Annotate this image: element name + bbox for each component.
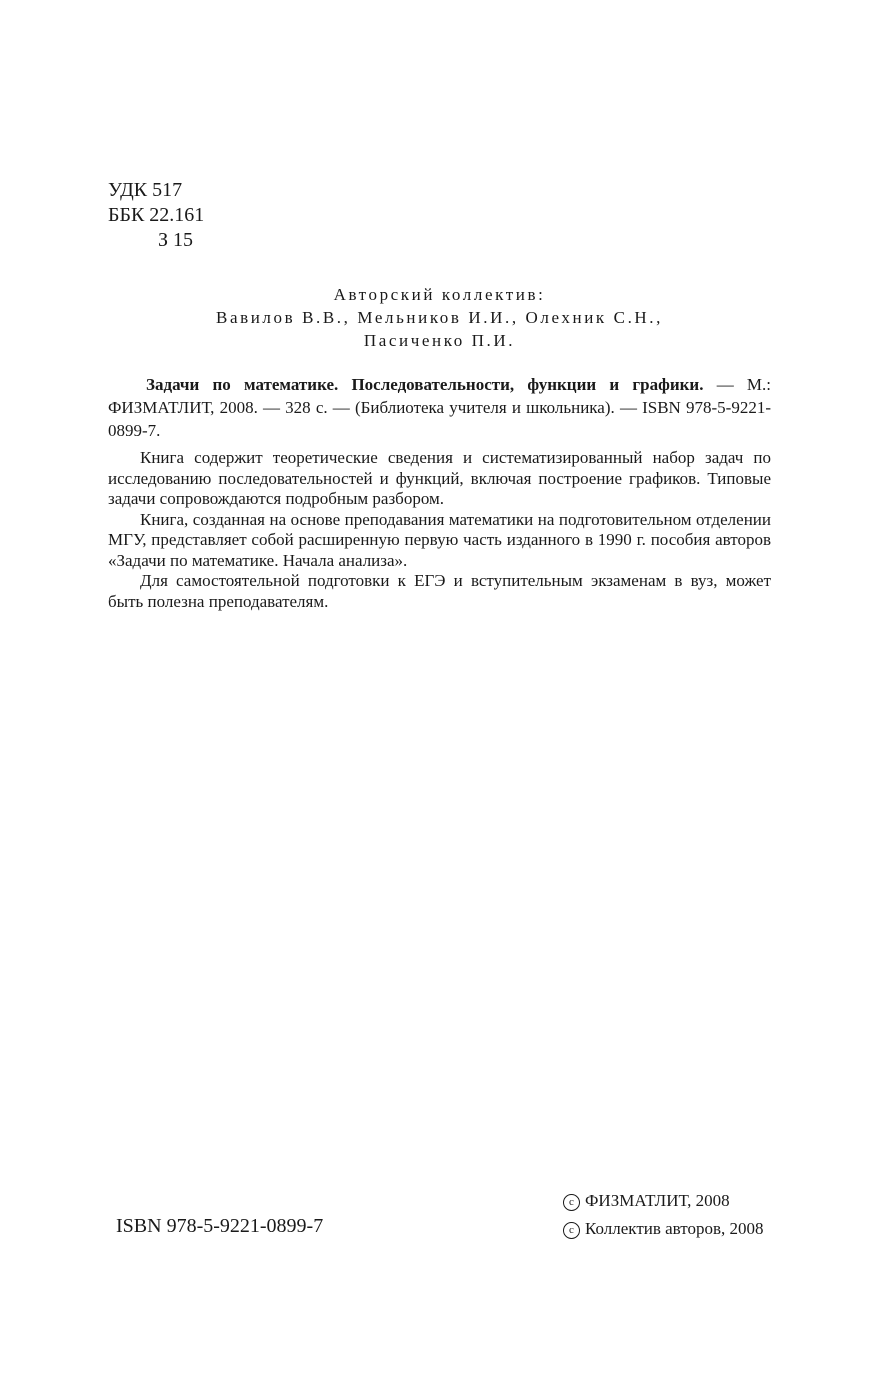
isbn: ISBN 978-5-9221-0899-7 <box>116 1215 324 1237</box>
annotation <box>108 448 771 612</box>
copyright-authors <box>563 1215 764 1243</box>
bibliographic-record <box>108 373 771 442</box>
publication-info: М.: ФИЗМАТЛИТ, 2008. — 328 с. — (Библиотека учителя и школьника). — ISBN 978-5-9221-0899-7. <box>108 375 772 440</box>
udk-code: УДК 517 <box>108 179 183 201</box>
bibliographic-entry <box>108 373 771 442</box>
annotation-paragraph: Книга, созданная на основе преподавания математики на подготовительном отделении МГУ, представляет собой расширенную первую часть изданного в 1990 г. пособия авторов «Задачи по математике. Начала анализа». <box>108 509 771 570</box>
bbk-code: ББК 22.161 <box>108 204 205 226</box>
annotation-paragraph: Для самостоятельной подготовки к ЕГЭ и вступительным экзаменам в вуз, может быть полезна преподавателям. <box>108 571 771 611</box>
book-title: Задачи по математике. Последовательности, функции и графики. <box>146 375 704 394</box>
authors-line-1: Вавилов В.В., Мельников И.И., Олехник С.Н., <box>216 308 663 327</box>
copyright-block <box>563 1187 764 1243</box>
author-mark: З 15 <box>158 229 194 251</box>
copyright-icon: c <box>563 1194 580 1211</box>
copyright-publisher <box>563 1187 764 1215</box>
copyright-icon: c <box>563 1222 580 1239</box>
authors-heading: Авторский коллектив: <box>333 285 546 304</box>
authors-line-2: Пасиченко П.И. <box>363 331 516 350</box>
copyright-authors-text: Коллектив авторов, 2008 <box>585 1219 764 1238</box>
classification-block <box>108 178 204 253</box>
author-collective <box>108 283 771 352</box>
annotation-paragraph: Книга содержит теоретические сведения и систематизированный набор задач по исследованию последовательностей и функций, включая построение графиков. Типовые задачи сопровождаются подробным разбором. <box>108 448 771 508</box>
title-dash: — <box>703 375 734 394</box>
copyright-publisher-text: ФИЗМАТЛИТ, 2008 <box>585 1191 730 1210</box>
